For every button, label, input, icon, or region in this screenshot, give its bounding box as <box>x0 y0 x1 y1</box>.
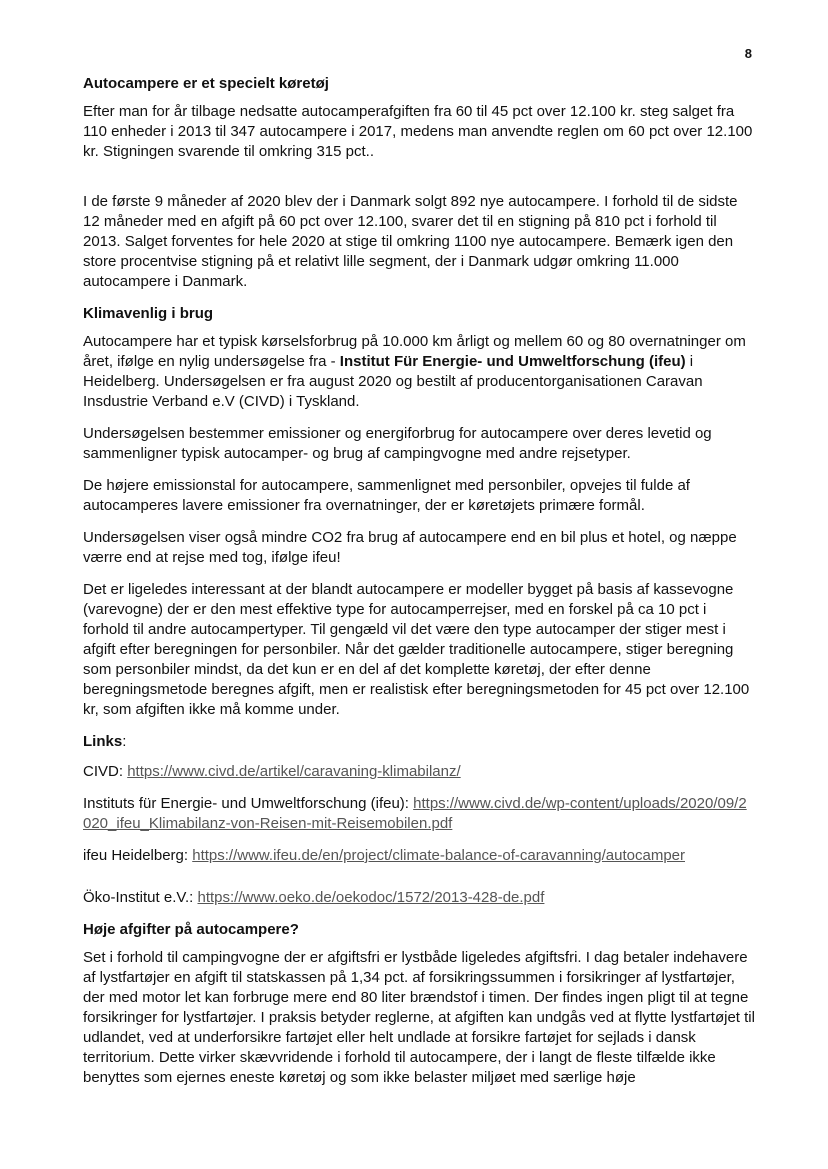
paragraph: Set i forhold til campingvogne der er afgiftsfri er lystbåde ligeledes afgiftsfri. I dag betaler indehavere af lystfartøjer en afgift til statskassen på 1,34 pct. af forsikringssummen i forsikringer af lystfartøjer, der med motor let kan forbruge mere end 80 liter brændstof i timen. Der findes ingen pligt til at tegne forsikringer for lystfartøjer. I praksis betyder reglerne, at afgiften kan undgås ved at flytte lystfartøjet til udlandet, ved at underforsikre fartøjet eller helt undlade at forsikre fartøjet for sejlads i dansk territorium. Dette virker skævvridende i forhold til autocampere, der i langt de fleste tilfælde ikke benyttes som ejernes eneste køretøj og som ikke belaster miljøet med særlige høje <box>83 949 755 1086</box>
link-label: ifeu Heidelberg: <box>83 847 193 864</box>
institute-name: Institut Für Energie- und Umweltforschung (ifeu) <box>339 353 686 370</box>
links-heading-colon: : <box>122 733 127 750</box>
link-civd[interactable]: https://www.civd.de/artikel/caravaning-klimabilanz/ <box>127 763 461 780</box>
link-row-oeko-institut <box>83 888 755 908</box>
paragraph: De højere emissionstal for autocampere, sammenlignet med personbiler, opvejes til fulde af autocamperes lavere emissioner fra overnatninger, der er køretøjets primære formål. <box>83 477 690 514</box>
section-heading-klimavenlig: Klimavenlig i brug <box>83 305 214 322</box>
link-label: Instituts für Energie- und Umweltforschung (ifeu): <box>83 795 414 812</box>
paragraph: Det er ligeledes interessant at der blandt autocampere er modeller bygget på basis af kassevogne (varevogne) der er den mest effektive type for autocamperrejser, med en forskel på ca 10 pct i forhold til andre autocampertyper. Til gengæld vil det være den type autocamper der stiger mest i afgift efter beregningen for personbiler. Når det gælder traditionelle autocampere, stiger beregning som personbiler mindst, da det kun er en del af det komplette køretøj, der efter denne beregningsmetode beregnes afgift, men er realistisk efter beregningsmetoden for 45 pct over 12.100 kr, som afgiften ikke må komme under. <box>83 581 750 718</box>
links-heading <box>83 732 755 752</box>
link-row-civd <box>83 762 755 782</box>
spacer <box>83 174 755 192</box>
paragraph: Undersøgelsen viser også mindre CO2 fra brug af autocampere end en bil plus et hotel, og næppe værre end at rejse med tog, ifølge ifeu! <box>83 529 737 566</box>
page-number: 8 <box>744 46 752 61</box>
section-heading-hoje-afgifter: Høje afgifter på autocampere? <box>83 921 299 938</box>
paragraph-text: i Heidelberg. Undersøgelsen er fra august 2020 og bestilt af producentorganisationen Caravan Insdustrie Verband e.V (CIVD) i Tyskland. <box>83 353 703 410</box>
link-label: CIVD: <box>83 763 128 780</box>
link-row-ifeu-heidelberg <box>83 846 755 866</box>
link-oeko[interactable]: https://www.oeko.de/oekodoc/1572/2013-428-de.pdf <box>197 889 545 906</box>
paragraph-text: Autocampere har et typisk kørselsforbrug på 10.000 km årligt og mellem 60 og 80 overnatninger om året, ifølge en nylig undersøgelse fra - <box>83 333 746 370</box>
paragraph <box>83 332 755 412</box>
page-content <box>83 74 755 1100</box>
paragraph: Undersøgelsen bestemmer emissioner og energiforbrug for autocampere over deres levetid og sammenligner typisk autocamper- og brug af campingvogne med andre rejsetyper. <box>83 425 712 462</box>
link-ifeu-pdf[interactable]: https://www.civd.de/wp-content/uploads/2020/09/2020_ifeu_Klimabilanz-von-Reisen-mit-Reisemobilen.pdf <box>83 795 747 832</box>
links-heading-text: Links <box>83 733 123 750</box>
section-heading-autocampere: Autocampere er et specielt køretøj <box>83 75 329 92</box>
paragraph: I de første 9 måneder af 2020 blev der i Danmark solgt 892 nye autocampere. I forhold til de sidste 12 måneder med en afgift på 60 pct over 12.100, svarer det til en stigning på 810 pct i forhold til 2013. Salget forventes for hele 2020 at stige til omkring 1100 nye autocampere. Bemærk igen den store procentvise stigning på et relativt lille segment, der i Danmark udgør omkring 11.000 autocampere i Danmark. <box>83 193 738 290</box>
link-row-ifeu-institut <box>83 794 755 834</box>
link-label: Öko-Institut e.V.: <box>83 889 198 906</box>
link-ifeu-heidelberg[interactable]: https://www.ifeu.de/en/project/climate-balance-of-caravanning/autocamper <box>192 847 685 864</box>
paragraph: Efter man for år tilbage nedsatte autocamperafgiften fra 60 til 45 pct over 12.100 kr. steg salget fra 110 enheder i 2013 til 347 autocampere i 2017, medens man anvendte reglen om 60 pct over 12.100 kr. Stigningen svarende til omkring 315 pct.. <box>83 103 753 160</box>
